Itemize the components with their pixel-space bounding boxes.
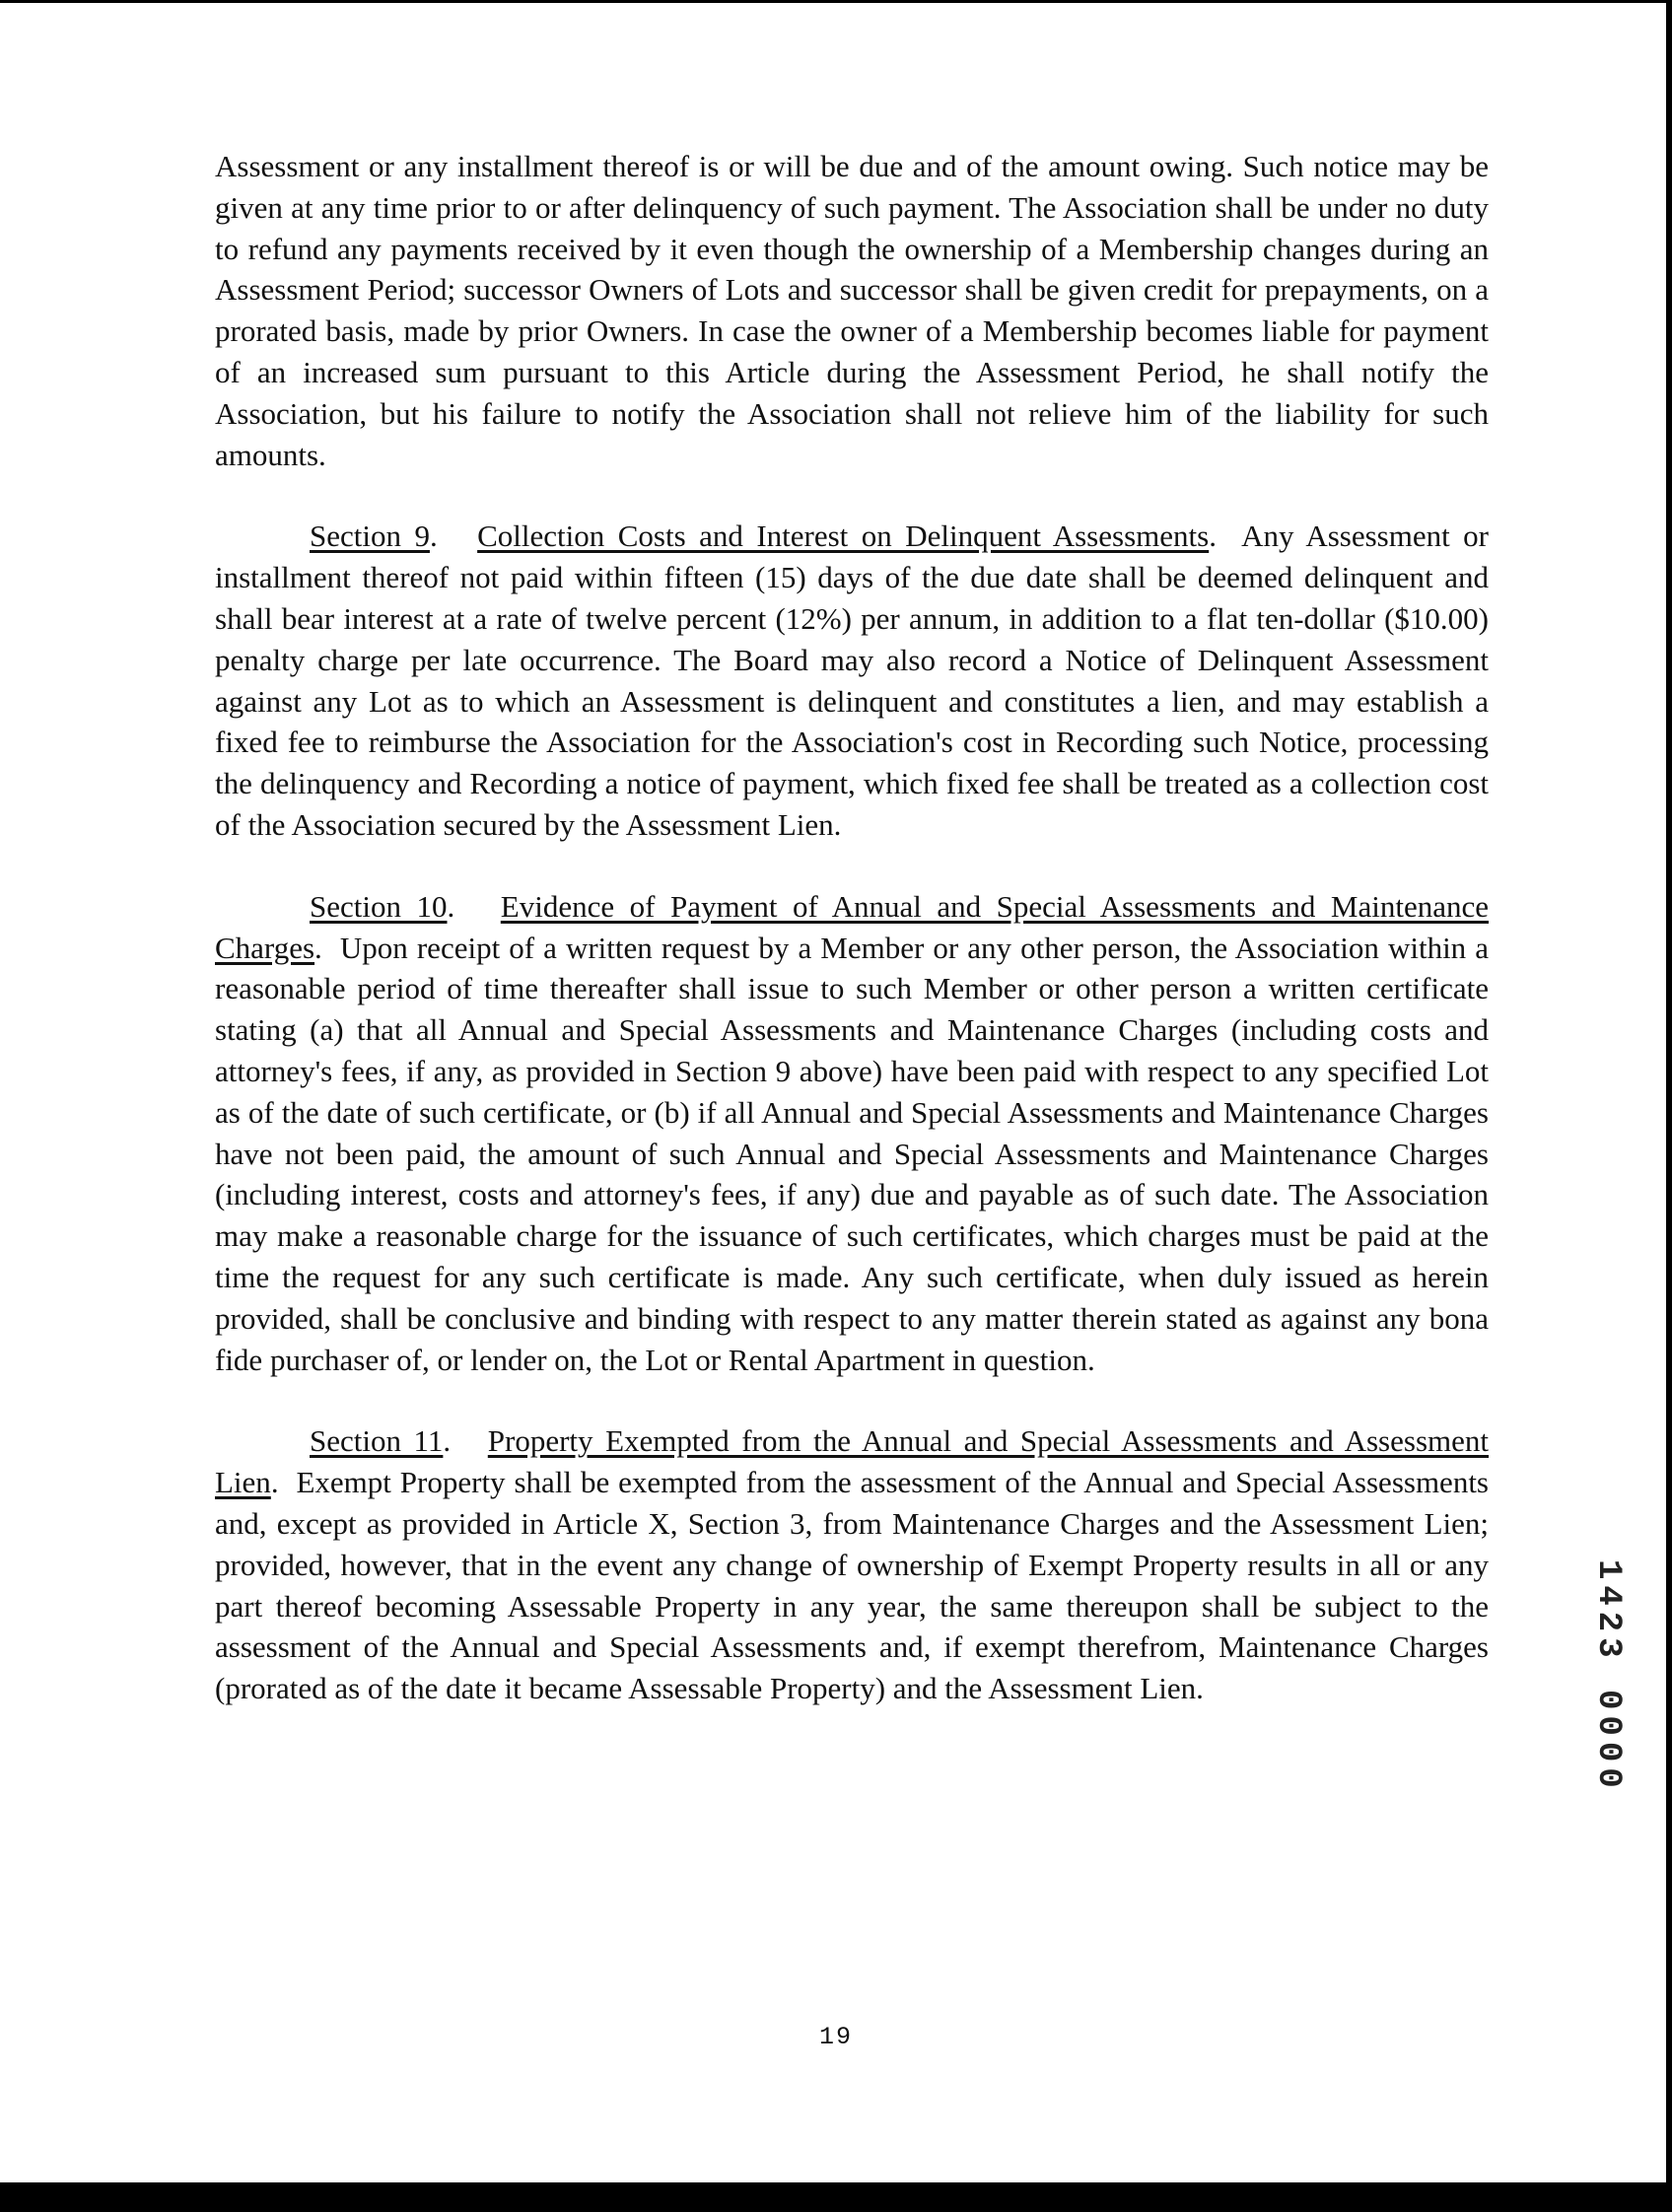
page-number: 19 (818, 2023, 853, 2051)
section-11-body: Exempt Property shall be exempted from the assessment of the Annual and Special Assessments and, except as provided in Article X, Section 3, from Maintenance Charges and the Assessment Lien; provided, however, that in the event any change of ownership of Exempt Property results in all or any part thereof becoming Assessable Property in any year, the same thereupon shall be subject to the assessment of the Annual and Special Assessments and, if exempt therefrom, Maintenance Charges (prorated as of the date it became Assessable Property) and the Assessment Lien. (215, 1465, 1489, 1706)
intro-text: Assessment or any installment thereof is or will be due and of the amount owing. Such notice may be given at any time prior to or after delinquency of such payment. The Association shall be under no duty to refund any payments received by it even though the ownership of a Membership changes during an Assessment Period; successor Owners of Lots and successor shall be given credit for prepayments, on a prorated basis, made by prior Owners. In case the owner of a Membership becomes liable for payment of an increased sum pursuant to this Article during the Assessment Period, he shall notify the Association, but his failure to notify the Association shall not relieve him of the liability for such amounts. (215, 149, 1489, 472)
section-10-label: Section 10 (310, 888, 448, 924)
section-9-title: Collection Costs and Interest on Delinquent Assessments (477, 518, 1210, 554)
section-9-label: Section 9 (310, 518, 430, 554)
section-11-paragraph: Section 11. Property Exempted from the Annual and Special Assessments and Assessment Lien. Exempt Property shall be exempted from the assessment of the Annual and Special Assessments and, except as provided in Article X, Section 3, from Maintenance Charges and the Assessment Lien; provided, however, that in the event any change of ownership of Exempt Property results in all or any part thereof becoming Assessable Property in any year, the same thereupon shall be subject to the assessment of the Annual and Special Assessments and, if exempt therefrom, Maintenance Charges (prorated as of the date it became Assessable Property) and the Assessment Lien. (215, 1423, 1489, 1706)
scan-edge-bottom (0, 2182, 1672, 2212)
section-10-title: Evidence of Payment of Annual and Special Assessments and Maintenance Charges (215, 888, 1489, 965)
section-10-body: Upon receipt of a written request by a Member or any other person, the Association within a reasonable period of time thereafter shall issue to such Member or other person a written certificate stating (a) that all Annual and Special Assessments and Maintenance Charges (including costs and attorney's fees, if any, as provided in Section 9 above) have been paid with respect to any specified Lot as of the date of such certificate, or (b) if all Annual and Special Assessments and Maintenance Charges have not been paid, the amount of such Annual and Special Assessments and Maintenance Charges (including interest, costs and attorney's fees, if any) due and payable as of such date. The Association may make a reasonable charge for the issuance of such certificates, which charges must be paid at the time the request for any such certificate is made. Any such certificate, when duly issued as herein provided, shall be conclusive and binding with respect to any matter therein stated as against any bona fide purchaser of, or lender on, the Lot or Rental Apartment in question. (215, 930, 1489, 1377)
section-9-body: Any Assessment or installment thereof not paid within fifteen (15) days of the due date shall be deemed delinquent and shall bear interest at a rate of twelve percent (12%) per annum, in addition to a flat ten-dollar ($10.00) penalty charge per late occurrence. The Board may also record a Notice of Delinquent Assessment against any Lot as to which an Assessment is delinquent and constitutes a lien, and may establish a fixed fee to reimburse the Association for the Association's cost in Recording such Notice, processing the delinquency and Recording a notice of payment, which fixed fee shall be treated as a collection cost of the Association secured by the Assessment Lien. (215, 518, 1489, 842)
intro-paragraph (215, 146, 1489, 475)
scan-edge-top (0, 0, 1672, 3)
scan-edge-right (1666, 0, 1672, 2212)
section-11-label: Section 11 (310, 1423, 444, 1459)
section-10-paragraph: Section 10. Evidence of Payment of Annual and Special Assessments and Maintenance Charges. Upon receipt of a written request by a Member or any other person, the Association within a reasonable period of time thereafter shall issue to such Member or other person a written certificate stating (a) that all Annual and Special Assessments and Maintenance Charges (including costs and attorney's fees, if any, as provided in Section 9 above) have been paid with respect to any specified Lot as of the date of such certificate, or (b) if all Annual and Special Assessments and Maintenance Charges have not been paid, the amount of such Annual and Special Assessments and Maintenance Charges (including interest, costs and attorney's fees, if any) due and payable as of such date. The Association may make a reasonable charge for the issuance of such certificates, which charges must be paid at the time the request for any such certificate is made. Any such certificate, when duly issued as herein provided, shall be conclusive and binding with respect to any matter therein stated as against any bona fide purchaser of, or lender on, the Lot or Rental Apartment in question. (215, 888, 1489, 1377)
document-body (215, 146, 1489, 1750)
section-9-paragraph: Section 9. Collection Costs and Interest on Delinquent Assessments. Any Assessment or installment thereof not paid within fifteen (15) days of the due date shall be deemed delinquent and shall bear interest at a rate of twelve percent (12%) per annum, in addition to a flat ten-dollar ($10.00) penalty charge per late occurrence. The Board may also record a Notice of Delinquent Assessment against any Lot as to which an Assessment is delinquent and constitutes a lien, and may establish a fixed fee to reimburse the Association for the Association's cost in Recording such Notice, processing the delinquency and Recording a notice of payment, which fixed fee shall be treated as a collection cost of the Association secured by the Assessment Lien. (215, 518, 1489, 842)
margin-reference-stamp: 1423 0000 (1589, 1559, 1627, 1794)
section-11-title: Property Exempted from the Annual and Special Assessments and Assessment Lien (215, 1423, 1489, 1500)
